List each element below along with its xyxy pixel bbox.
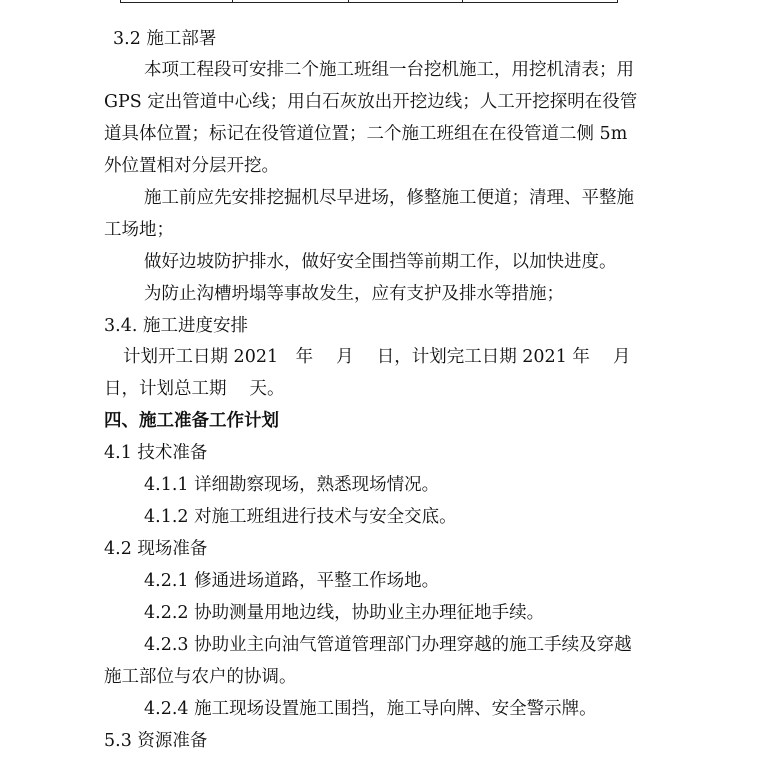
paragraph-line: 工场地； bbox=[104, 220, 174, 240]
section-heading-3-4: 3.4. 施工进度安排 bbox=[104, 316, 248, 336]
section-heading-4-2: 4.2 现场准备 bbox=[104, 539, 208, 559]
paragraph-line: 外位置相对分层开挖。 bbox=[104, 156, 279, 176]
list-item: 4.1.2 对施工班组进行技术与安全交底。 bbox=[144, 507, 457, 527]
paragraph-line: 本项工程段可安排二个施工班组一台挖机施工，用挖机清表；用 bbox=[144, 60, 634, 80]
paragraph-line: 做好边坡防护排水，做好安全围挡等前期工作，以加快进度。 bbox=[144, 252, 617, 272]
table-column-line bbox=[348, 0, 349, 2]
section-heading-3-2: 3.2 施工部署 bbox=[113, 29, 217, 49]
paragraph-line: 道具体位置；标记在役管道位置；二个施工班组在在役管道二侧 5m bbox=[104, 124, 628, 144]
list-item: 4.2.2 协助测量用地边线，协助业主办理征地手续。 bbox=[144, 603, 545, 623]
table-column-line bbox=[462, 0, 463, 2]
paragraph-line: GPS 定出管道中心线；用白石灰放出开挖边线；人工开挖探明在役管 bbox=[104, 92, 638, 112]
table-bottom-border bbox=[120, 0, 618, 3]
list-item: 4.1.1 详细勘察现场，熟悉现场情况。 bbox=[144, 475, 440, 495]
list-item: 4.2.4 施工现场设置施工围挡，施工导向牌、安全警示牌。 bbox=[144, 699, 597, 719]
list-item: 4.2.3 协助业主向油气管道管理部门办理穿越的施工手续及穿越 bbox=[144, 635, 632, 655]
table-column-line bbox=[232, 0, 233, 2]
schedule-line: 计划开工日期 2021 年 月 日，计划完工日期 2021 年 月 bbox=[123, 347, 631, 367]
list-item: 4.2.1 修通进场道路，平整工作场地。 bbox=[144, 571, 440, 591]
chapter-heading-4: 四、施工准备工作计划 bbox=[104, 411, 279, 431]
schedule-line: 日，计划总工期 天。 bbox=[104, 379, 285, 399]
paragraph-line: 为防止沟槽坍塌等事故发生，应有支护及排水等措施； bbox=[144, 284, 564, 304]
section-heading-4-1: 4.1 技术准备 bbox=[104, 443, 208, 463]
section-heading-5-3: 5.3 资源准备 bbox=[104, 731, 208, 751]
list-item-continuation: 施工部位与农户的协调。 bbox=[104, 667, 297, 687]
table-column-line bbox=[617, 0, 618, 2]
paragraph-line: 施工前应先安排挖掘机尽早进场，修整施工便道；清理、平整施 bbox=[144, 188, 634, 208]
table-column-line bbox=[120, 0, 121, 2]
